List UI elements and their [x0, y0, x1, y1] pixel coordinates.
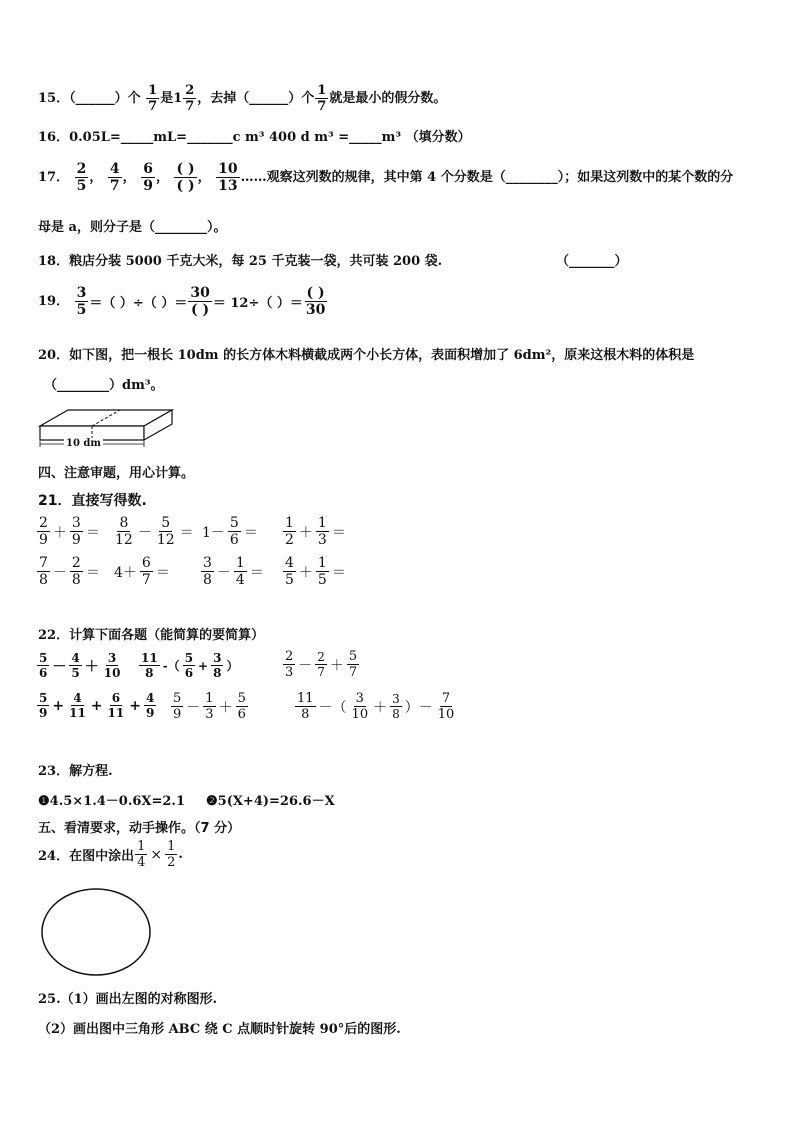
numerator: 2: [185, 83, 195, 98]
numerator: 5: [39, 691, 48, 705]
numerator: 2: [76, 161, 87, 177]
operator: ＝: [243, 524, 258, 541]
fraction: [183, 84, 196, 113]
denominator: 5: [285, 572, 294, 588]
fraction: [201, 556, 214, 587]
operator: ＋: [52, 524, 67, 541]
fraction: [183, 652, 195, 679]
denominator: 7: [317, 665, 325, 679]
arithmetic-item: [200, 516, 260, 547]
operator: ＝: [331, 564, 346, 581]
denominator: 8: [39, 572, 48, 588]
numerator: 1: [235, 555, 245, 571]
numerator: 10: [218, 161, 238, 177]
numerator: 1: [205, 691, 214, 706]
denominator: 11: [69, 706, 86, 720]
numerator: 3: [71, 515, 81, 531]
fraction: [283, 650, 295, 679]
fraction: [75, 162, 89, 193]
numerator: 5: [348, 649, 358, 664]
fraction: [315, 84, 328, 113]
operator: +: [52, 697, 65, 714]
question-15: 15．（______）个 $\frac{1}{7}$ 是1 $\frac{2}{7}$ ，去掉（______）个 $\frac{1}{7}$ 就是最小的假分数。: [38, 83, 447, 114]
numerator: 5: [161, 515, 171, 531]
fraction: [347, 650, 359, 679]
question-16: 16．0.05L=_____mL=_______c m³ 400 d m³ =_____m³ （填分数）: [38, 130, 471, 145]
operator: －: [52, 564, 67, 581]
fraction: [165, 840, 177, 869]
operator: ＋: [218, 699, 233, 716]
equation-2: ❷5(X+4)=26.6－X: [206, 794, 335, 809]
fraction: [283, 556, 296, 587]
denominator: 9: [71, 532, 81, 548]
answer-blank: （_______）: [556, 254, 628, 269]
question-24: 24．在图中涂出 $\frac{1}{4}$ × $\frac{1}{2}$ .: [38, 839, 183, 870]
operator: ＝: [331, 524, 346, 541]
section-5-heading: 五、看清要求，动手操作。（7 分）: [38, 821, 241, 836]
fraction: [102, 652, 123, 679]
denominator: 5: [76, 178, 87, 194]
operator: －: [298, 657, 313, 674]
question-25-part-2: （2）画出图中三角形 ABC 绕 C 点顺时针旋转 90°后的图形.: [38, 1022, 401, 1037]
operator: －: [216, 564, 231, 581]
numerator: 5: [229, 515, 239, 531]
denominator: 6: [229, 532, 239, 548]
numerator: 11: [297, 691, 314, 706]
operator: ）: [226, 659, 239, 673]
arithmetic-item: [282, 516, 348, 547]
numerator: 11: [141, 651, 158, 665]
denominator: 3: [205, 707, 214, 722]
operator: ＋: [329, 657, 344, 674]
cuboid-figure: [38, 404, 178, 452]
fraction: [108, 162, 122, 193]
fraction: [211, 652, 223, 679]
operator: －: [137, 524, 152, 541]
arithmetic-item: [112, 556, 172, 587]
fraction: [113, 516, 135, 547]
fraction: [75, 286, 89, 317]
fraction: [390, 693, 402, 720]
denominator: 5: [317, 572, 327, 588]
q22-expr-4: [36, 692, 157, 719]
denominator: 10: [351, 707, 369, 722]
fraction: [141, 162, 155, 193]
arithmetic-item: [112, 516, 196, 547]
numerator: 5: [39, 651, 48, 665]
denominator: 8: [213, 666, 222, 680]
denominator: 9: [145, 706, 155, 720]
fraction: [171, 692, 183, 721]
denominator: 7: [109, 178, 120, 194]
denominator: 8: [71, 572, 81, 588]
operator: 1－: [202, 524, 225, 541]
operator: ＋: [84, 658, 99, 675]
denominator: 8: [392, 707, 400, 721]
operator: －: [186, 699, 201, 716]
numerator: 6: [111, 691, 121, 705]
arithmetic-item: [200, 556, 266, 587]
denominator: 3: [317, 532, 327, 548]
numerator: 2: [71, 555, 81, 571]
operator: 4＋: [114, 564, 137, 581]
denominator: 7: [148, 99, 158, 114]
operator: +: [129, 697, 141, 714]
operator: ＝: [85, 524, 100, 541]
operator: －（: [318, 699, 347, 716]
fraction: [139, 652, 160, 679]
arithmetic-item: [36, 556, 102, 587]
denominator: 6: [39, 666, 48, 680]
fraction: [135, 840, 147, 869]
fraction: [70, 556, 83, 587]
numerator: 1: [148, 83, 158, 98]
question-21-title: 21．直接写得数.: [38, 493, 147, 509]
numerator: 30: [190, 285, 210, 301]
numerator: ( ): [176, 161, 195, 177]
denominator: 8: [203, 572, 212, 588]
operator: +: [198, 658, 209, 673]
numerator: 4: [145, 691, 155, 705]
numerator: 6: [141, 555, 151, 571]
numerator: 7: [441, 691, 451, 706]
fraction: [304, 286, 327, 317]
denominator: 2: [167, 855, 176, 870]
denominator: 3: [285, 665, 294, 680]
denominator: 4: [137, 855, 146, 870]
fraction: [69, 652, 81, 679]
ellipse-figure: [38, 886, 154, 978]
fraction: [37, 516, 50, 547]
denominator: 9: [143, 178, 153, 194]
numerator: 2: [39, 515, 48, 531]
denominator: 30: [305, 302, 326, 318]
fraction: [316, 516, 329, 547]
numerator: 7: [39, 555, 48, 571]
numerator: ( ): [306, 285, 325, 301]
fraction: [146, 84, 159, 113]
denominator: 9: [39, 706, 48, 720]
denominator: 7: [141, 572, 151, 588]
question-22-title: 22．计算下面各题（能简算的要简算）: [38, 628, 265, 643]
numerator: 1: [137, 839, 146, 854]
question-20: 20．如下图，把一根长 10dm 的长方体木料横截成两个小长方体，表面积增加了 6dm²，原来这根木料的体积是: [38, 348, 695, 363]
fraction: [216, 162, 239, 193]
figure-length-label: 10 dm: [66, 438, 101, 449]
denominator: 6: [184, 666, 194, 680]
numerator: 3: [76, 285, 87, 301]
fraction: [140, 556, 153, 587]
operator: -（: [162, 659, 180, 673]
denominator: 2: [285, 532, 294, 548]
denominator: 7: [185, 99, 195, 114]
numerator: 1: [317, 555, 327, 571]
q22-expr-3: [282, 650, 360, 679]
fraction: [315, 651, 327, 678]
q22-expr-1: [36, 652, 123, 679]
fraction: [188, 286, 211, 317]
fraction: [283, 516, 296, 547]
question-20-line2: （________）dm³。: [44, 378, 164, 393]
q21-row1: [36, 516, 396, 556]
numerator: 2: [285, 649, 294, 664]
fraction: [350, 692, 371, 721]
numerator: 8: [119, 515, 129, 531]
question-19: 19． $\frac{3}{5}$ ＝（ ）÷（ ）＝ $\frac{30}{( )}$ ＝ 12÷（ ）＝ $\frac{( )}{30}$: [38, 285, 326, 318]
denominator: ( ): [176, 178, 195, 194]
numerator: 5: [237, 691, 246, 706]
fraction: [236, 692, 248, 721]
numerator: 3: [355, 691, 364, 706]
denominator: 6: [237, 707, 246, 722]
numerator: 5: [173, 691, 182, 706]
denominator: 9: [173, 707, 182, 722]
equation-1: ❶4.5×1.4－0.6X=2.1: [38, 794, 185, 809]
operator: ＝: [85, 564, 100, 581]
fraction: [67, 692, 88, 719]
fraction: [106, 692, 127, 719]
denominator: 5: [76, 302, 87, 318]
denominator: 12: [115, 532, 133, 548]
fraction: [228, 516, 241, 547]
fraction: [37, 556, 50, 587]
fraction: [203, 692, 215, 721]
operator: －: [52, 658, 67, 675]
operator: ＋: [298, 524, 313, 541]
q21-row2: [36, 556, 396, 596]
operator: ＝: [179, 524, 194, 541]
denominator: 10: [103, 666, 121, 680]
q22-expr-2: [138, 652, 240, 679]
numerator: 3: [203, 555, 212, 571]
numerator: 6: [143, 161, 153, 177]
operator: ＋: [373, 699, 388, 716]
denominator: 13: [218, 178, 238, 194]
numerator: 2: [317, 650, 325, 664]
numerator: 4: [73, 691, 82, 705]
fraction: [37, 692, 49, 719]
question-17: 17． $\frac{2}{5}$ ， $\frac{4}{7}$ ， $\frac{6}{9}$ ， $\frac{( )}{( )}$ ， $\frac{10}{13}$ ……观察这列数的规律，其中第 4 个分数是（________）；如果这列数中的某个数的分: [38, 161, 734, 194]
fraction: [144, 692, 156, 719]
denominator: 7: [317, 99, 327, 114]
question-17-line2: 母是 a，则分子是（________）。: [38, 220, 227, 235]
numerator: 1: [167, 839, 176, 854]
numerator: 4: [109, 161, 120, 177]
numerator: 3: [107, 651, 117, 665]
denominator: ( ): [191, 302, 210, 318]
numerator: 3: [213, 651, 222, 665]
numerator: 1: [285, 515, 294, 531]
question-18: 18．粮店分装 5000 千克大米，每 25 千克装一袋，共可装 200 袋.: [38, 254, 443, 269]
denominator: 4: [235, 572, 245, 588]
question-23-title: 23．解方程.: [38, 764, 113, 779]
section-4-heading: 四、注意审题，用心计算。: [38, 466, 195, 481]
denominator: 9: [39, 532, 48, 548]
denominator: 12: [156, 532, 175, 548]
operator: ＋: [298, 564, 313, 581]
arithmetic-item: [282, 556, 348, 587]
fraction: [70, 516, 83, 547]
q22-expr-6: [294, 692, 457, 721]
denominator: 11: [107, 706, 125, 720]
denominator: 8: [145, 666, 154, 680]
operator: ×: [150, 846, 163, 863]
fraction: [37, 652, 49, 679]
fraction: [234, 556, 247, 587]
denominator: 8: [301, 707, 310, 722]
numerator: 4: [71, 651, 80, 665]
numerator: 4: [285, 555, 294, 571]
q22-expr-5: [170, 692, 249, 721]
operator: ＝: [249, 564, 264, 581]
arithmetic-item: [36, 516, 102, 547]
question-25-part-1: 25.（1）画出左图的对称图形.: [38, 992, 218, 1007]
numerator: 1: [317, 515, 327, 531]
operator: ）－: [404, 699, 433, 716]
numerator: 3: [392, 692, 400, 706]
fraction: [316, 556, 329, 587]
denominator: 7: [348, 665, 358, 680]
operator: +: [90, 697, 103, 714]
fraction: [295, 692, 316, 721]
numerator: 5: [184, 651, 194, 665]
operator: ＝: [155, 564, 170, 581]
numerator: 1: [317, 83, 327, 98]
fraction: [174, 162, 196, 193]
denominator: 10: [437, 707, 455, 722]
fraction: [155, 516, 177, 547]
denominator: 5: [71, 666, 80, 680]
fraction: [436, 692, 457, 721]
